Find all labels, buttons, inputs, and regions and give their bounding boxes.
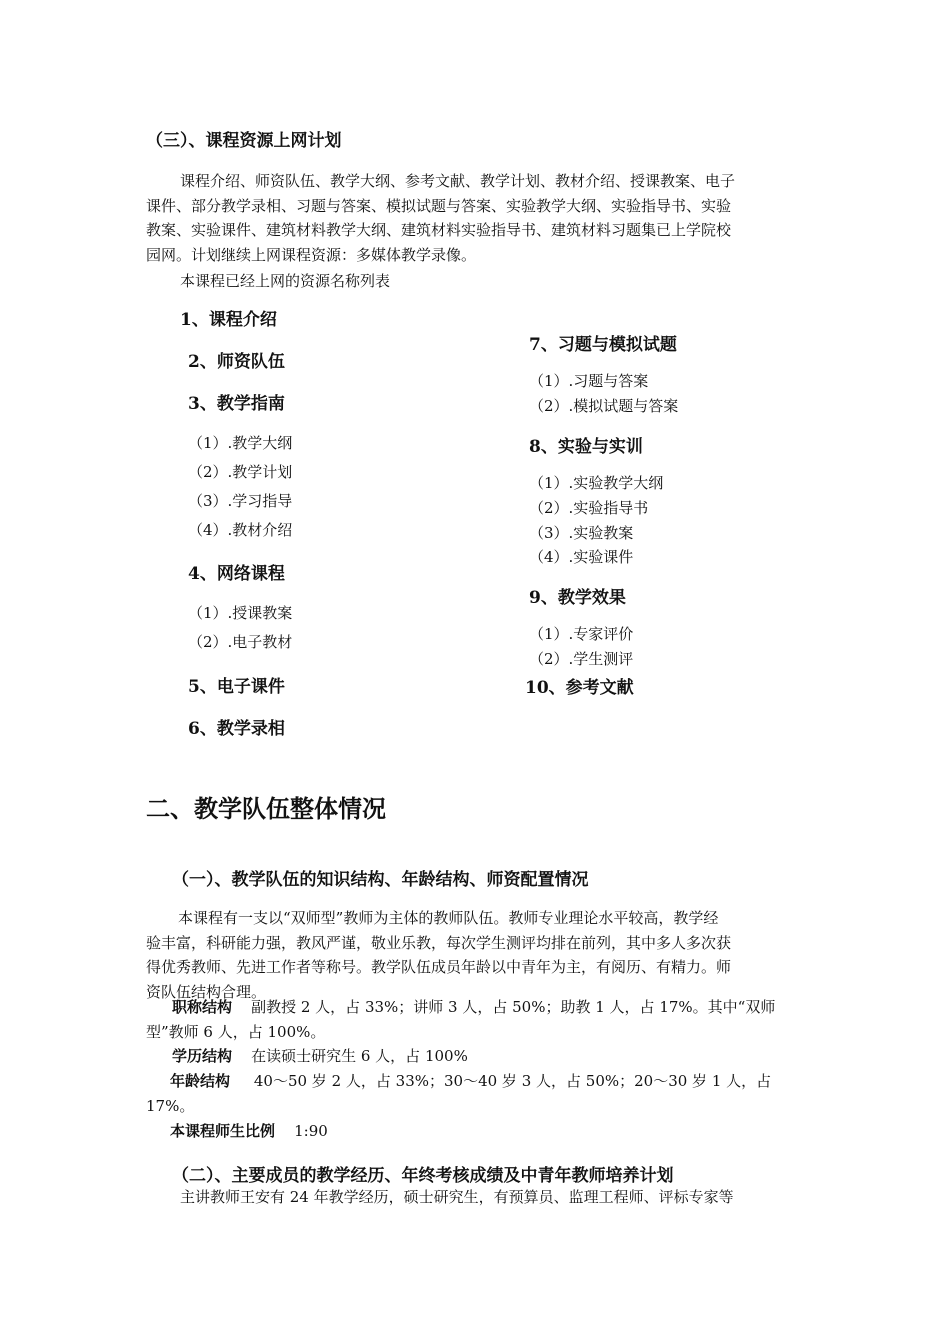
education-structure-label: 学历结构 — [172, 1047, 233, 1065]
sub-item: （2）.学生测评 — [529, 650, 634, 668]
sub-item: （3）.实验教案 — [529, 524, 634, 542]
title-structure-continued: 型”教师 6 人，占 100%。 — [146, 1023, 326, 1041]
list-item-video: 6、教学录相 — [188, 719, 285, 739]
ratio-label: 本课程师生比例 — [170, 1122, 276, 1140]
list-item-courseware: 5、电子课件 — [188, 677, 285, 697]
sub-item: （1）.专家评价 — [529, 625, 634, 643]
sub-item: （2）.实验指导书 — [529, 499, 649, 517]
sub-item: （1）.教学大纲 — [188, 434, 293, 452]
sub-item: （3）.学习指导 — [188, 492, 293, 510]
ratio-value: 1:90 — [294, 1122, 328, 1140]
sub-item: （2）.模拟试题与答案 — [529, 397, 679, 415]
education-structure-row — [172, 1045, 468, 1066]
team-paragraph — [146, 906, 808, 1004]
members-paragraph-line: 主讲教师王安有 24 年教学经历，硕士研究生，有预算员、监理工程师、评标专家等 — [180, 1188, 734, 1206]
age-structure-continued: 17%。 — [146, 1097, 195, 1115]
sub-item: （1）.习题与答案 — [529, 372, 649, 390]
section-title-team: 二、教学队伍整体情况 — [146, 794, 386, 823]
age-structure-row — [170, 1070, 771, 1091]
subsection-title-structure: （一）、教学队伍的知识结构、年龄结构、师资配置情况 — [172, 870, 589, 890]
list-item-course-intro: 1、课程介绍 — [180, 310, 277, 330]
paragraph-line: 课件、部分教学录相、习题与答案、模拟试题与答案、实验教学大纲、实验指导书、实验 — [146, 196, 732, 215]
sub-item: （2）.教学计划 — [188, 463, 293, 481]
paragraph-line: 课程介绍、师资队伍、教学大纲、参考文献、教学计划、教材介绍、授课教案、电子 — [180, 172, 736, 190]
subsection-title-members: （二）、主要成员的教学经历、年终考核成绩及中青年教师培养计划 — [172, 1166, 674, 1186]
paragraph-line: 本课程有一支以“双师型”教师为主体的教师队伍。教师专业理论水平较高，教学经 — [178, 909, 719, 927]
paragraph-line: 得优秀教师、先进工作者等称号。教学队伍成员年龄以中青年为主，有阅历、有精力。师 — [146, 958, 732, 976]
list-caption: 本课程已经上网的资源名称列表 — [180, 272, 391, 290]
list-item-faculty: 2、师资队伍 — [188, 352, 285, 372]
list-item-online-course: 4、网络课程 — [188, 564, 285, 584]
paragraph-line: 教案、实验课件、建筑材料教学大纲、建筑材料实验指导书、建筑材料习题集已上学院校 — [146, 221, 732, 239]
paragraph-line: 资队伍结构合理。 — [146, 982, 267, 1001]
list-item-experiments: 8、实验与实训 — [529, 437, 643, 457]
paragraph-line: 园网。计划继续上网课程资源：多媒体教学录像。 — [146, 245, 477, 264]
list-item-references: 10、参考文献 — [525, 678, 634, 698]
title-structure-row — [172, 996, 775, 1017]
student-teacher-ratio-row — [170, 1120, 328, 1141]
paragraph-line: 验丰富，科研能力强，教风严谨，敬业乐教，每次学生测评均排在前列，其中多人多次获 — [146, 933, 732, 952]
list-item-exercises: 7、习题与模拟试题 — [529, 335, 677, 355]
section-title-resources: （三）、课程资源上网计划 — [146, 131, 342, 151]
age-structure-text: 40～50 岁 2 人，占 33%；30～40 岁 3 人，占 50%；20～30 岁 1 人，占 — [253, 1072, 772, 1090]
sub-item: （4）.教材介绍 — [188, 521, 293, 539]
title-structure-text: 副教授 2 人，占 33%；讲师 3 人，占 50%；助教 1 人，占 17%。其中“双师 — [251, 998, 776, 1016]
age-structure-label: 年龄结构 — [170, 1072, 231, 1090]
sub-item: （1）.实验教学大纲 — [529, 474, 664, 492]
sub-item: （1）.授课教案 — [188, 604, 293, 622]
resources-paragraph — [146, 169, 808, 267]
list-item-effect: 9、教学效果 — [529, 588, 626, 608]
title-structure-label: 职称结构 — [172, 998, 233, 1016]
list-item-teaching-guide: 3、教学指南 — [188, 394, 285, 414]
education-structure-text: 在读硕士研究生 6 人，占 100% — [251, 1047, 468, 1065]
sub-item: （4）.实验课件 — [529, 548, 634, 566]
sub-item: （2）.电子教材 — [188, 633, 293, 651]
